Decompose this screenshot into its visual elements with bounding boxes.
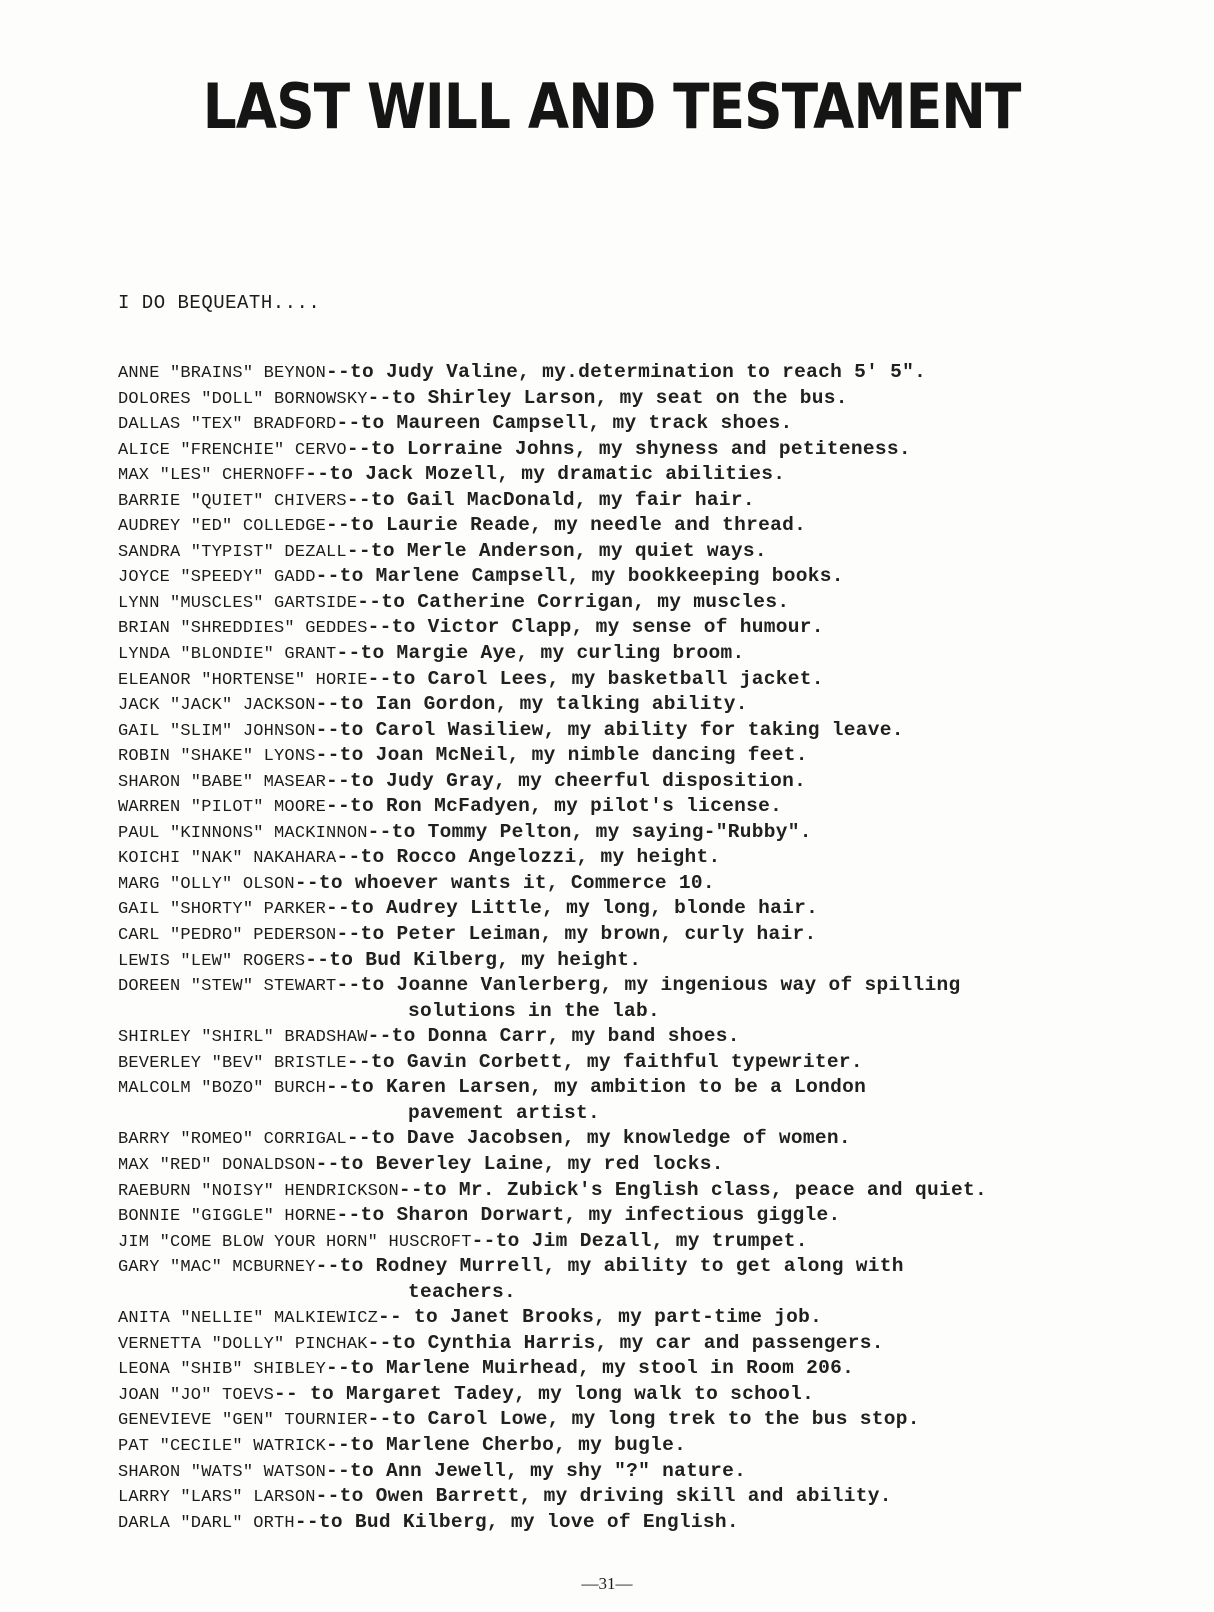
bequest-text: -- to Janet Brooks, my part-time job.	[378, 1306, 823, 1329]
student-name: LARRY "LARS" LARSON	[118, 1488, 316, 1508]
bequest-entry	[118, 667, 1118, 693]
bequest-entry	[118, 769, 1118, 795]
bequest-entry	[118, 539, 1118, 565]
bequest-entry	[118, 641, 1118, 667]
student-name: ANNE "BRAINS" BEYNON	[118, 364, 327, 383]
student-name: ALICE "FRENCHIE" CERVO	[118, 440, 347, 460]
student-name: BONNIE "GIGGLE" HORNE	[118, 1207, 337, 1227]
bequest-text: --to Marlene Muirhead, my stool in Room 206.	[326, 1357, 855, 1380]
bequest-entry	[118, 1382, 1118, 1408]
bequest-entry	[118, 437, 1118, 463]
bequest-entry	[118, 1484, 1118, 1510]
bequest-text: --to Laurie Reade, my needle and thread.	[326, 514, 807, 537]
bequest-entry	[118, 1305, 1118, 1331]
bequest-entry	[118, 1075, 1118, 1101]
student-name: KOICHI "NAK" NAKAHARA	[118, 849, 337, 869]
student-name: MALCOLM "BOZO" BURCH	[118, 1079, 327, 1099]
page-title: LAST WILL AND TESTAMENT	[202, 70, 1021, 143]
bequest-text: --to Marlene Cherbo, my bugle.	[326, 1433, 687, 1456]
bequest-text: --to Gail MacDonald, my fair hair.	[346, 488, 755, 511]
bequest-entry	[118, 1050, 1118, 1076]
bequest-entry	[118, 1356, 1118, 1382]
student-name: SHARON "WATS" WATSON	[118, 1462, 327, 1482]
bequest-entry	[118, 948, 1118, 974]
bequest-text: --to Shirley Larson, my seat on the bus.	[367, 386, 848, 409]
bequest-text: --to Merle Anderson, my quiet ways.	[346, 539, 767, 562]
student-name: BARRY "ROMEO" CORRIGAL	[118, 1130, 347, 1150]
student-name: DOLORES "DOLL" BORNOWSKY	[118, 389, 368, 409]
bequest-continuation-line	[118, 999, 1118, 1025]
student-name: LEONA "SHIB" SHIBLEY	[118, 1360, 327, 1380]
student-name: AUDREY "ED" COLLEDGE	[118, 517, 327, 537]
bequest-text: --to Tommy Pelton, my saying-"Rubby".	[367, 820, 812, 843]
bequest-entry	[118, 692, 1118, 718]
student-name: RAEBURN "NOISY" HENDRICKSON	[118, 1181, 399, 1201]
bequest-continuation-line	[118, 1101, 1118, 1127]
bequest-text: --to whoever wants it, Commerce 10.	[294, 871, 715, 894]
student-name: JOAN "JO" TOEVS	[118, 1385, 275, 1405]
student-name: MAX "LES" CHERNOFF	[118, 466, 306, 486]
bequest-entry	[118, 1024, 1118, 1050]
bequest-text: -- to Margaret Tadey, my long walk to school.	[274, 1382, 815, 1405]
bequest-entry	[118, 564, 1118, 590]
bequest-text: --to Karen Larsen, my ambition to be a London	[326, 1076, 867, 1099]
bequest-text: --to Judy Gray, my cheerful disposition.	[326, 769, 807, 792]
bequest-text: --to Carol Lees, my basketball jacket.	[367, 667, 824, 690]
student-name: GAIL "SHORTY" PARKER	[118, 900, 327, 920]
student-name: MAX "RED" DONALDSON	[118, 1155, 316, 1175]
bequest-text: --to Mr. Zubick's English class, peace and quiet.	[398, 1178, 987, 1201]
bequest-entry	[118, 1433, 1118, 1459]
student-name: LYNDA "BLONDIE" GRANT	[118, 645, 337, 665]
bequest-text: --to Dave Jacobsen, my knowledge of women.	[346, 1127, 851, 1150]
student-name: JACK "JACK" JACKSON	[118, 696, 316, 716]
bequest-text: --to Beverley Laine, my red locks.	[315, 1152, 724, 1175]
bequest-text: --to Marlene Campsell, my bookkeeping books.	[315, 565, 844, 588]
bequest-entry	[118, 488, 1118, 514]
student-name: ANITA "NELLIE" MALKIEWICZ	[118, 1309, 379, 1329]
bequest-text: --to Ian Gordon, my talking ability.	[315, 693, 748, 716]
bequest-text: --to Peter Leiman, my brown, curly hair.	[336, 923, 817, 946]
bequest-entry	[118, 1459, 1118, 1485]
bequest-text: --to Judy Valine, my.determination to reach 5' 5".	[326, 361, 927, 383]
student-name: ELEANOR "HORTENSE" HORIE	[118, 670, 368, 690]
student-name: SHARON "BABE" MASEAR	[118, 772, 327, 792]
bequest-text: --to Margie Aye, my curling broom.	[336, 642, 745, 665]
bequest-entry	[118, 896, 1118, 922]
bequest-text: solutions in the lab.	[408, 999, 661, 1022]
bequest-entry	[118, 794, 1118, 820]
bequest-entry	[118, 973, 1118, 999]
student-name: GAIL "SLIM" JOHNSON	[118, 721, 316, 741]
bequest-text: --to Maureen Campsell, my track shoes.	[336, 412, 793, 435]
bequest-entry	[118, 615, 1118, 641]
student-name: DARLA "DARL" ORTH	[118, 1513, 295, 1533]
bequest-text: --to Owen Barrett, my driving skill and ability.	[315, 1485, 892, 1508]
bequest-entry	[118, 1203, 1118, 1229]
bequest-text: --to Gavin Corbett, my faithful typewriter.	[346, 1050, 863, 1073]
bequest-entry	[118, 1331, 1118, 1357]
bequest-entry	[118, 1178, 1118, 1204]
student-name: SHIRLEY "SHIRL" BRADSHAW	[118, 1028, 368, 1048]
bequest-entry	[118, 1126, 1118, 1152]
bequest-entry	[118, 820, 1118, 846]
bequest-text: teachers.	[408, 1280, 517, 1303]
bequest-entry	[118, 590, 1118, 616]
student-name: DOREEN "STEW" STEWART	[118, 977, 337, 997]
student-name: ROBIN "SHAKE" LYONS	[118, 747, 316, 767]
bequest-text: --to Cynthia Harris, my car and passengers.	[367, 1331, 884, 1354]
bequest-text: --to Carol Wasiliew, my ability for taking leave.	[315, 718, 904, 741]
bequest-text: --to Audrey Little, my long, blonde hair.	[326, 897, 819, 920]
bequest-entry	[118, 743, 1118, 769]
student-name: CARL "PEDRO" PEDERSON	[118, 926, 337, 946]
bequest-entry	[118, 513, 1118, 539]
bequest-text: --to Rodney Murrell, my ability to get along with	[315, 1255, 904, 1278]
bequest-entry	[118, 411, 1118, 437]
student-name: BARRIE "QUIET" CHIVERS	[118, 491, 347, 511]
bequest-entry	[118, 718, 1118, 744]
student-name: GARY "MAC" MCBURNEY	[118, 1258, 316, 1278]
bequest-continuation-line	[118, 1280, 1118, 1306]
bequest-text: pavement artist.	[408, 1101, 601, 1124]
student-name: PAT "CECILE" WATRICK	[118, 1436, 327, 1456]
bequest-text: --to Rocco Angelozzi, my height.	[336, 846, 721, 869]
bequest-entry	[118, 386, 1118, 412]
bequest-entry	[118, 360, 1118, 386]
student-name: LEWIS "LEW" ROGERS	[118, 951, 306, 971]
bequest-text: --to Joan McNeil, my nimble dancing feet.	[315, 744, 808, 767]
student-name: PAUL "KINNONS" MACKINNON	[118, 823, 368, 843]
bequest-entry	[118, 1510, 1118, 1536]
bequest-text: --to Victor Clapp, my sense of humour.	[367, 616, 824, 639]
intro-line: I DO BEQUEATH....	[118, 292, 321, 314]
student-name: WARREN "PILOT" MOORE	[118, 798, 327, 818]
bequest-entry	[118, 462, 1118, 488]
page-number: —31—	[581, 1574, 633, 1593]
bequest-list	[118, 360, 1118, 1535]
bequest-text: --to Bud Kilberg, my height.	[305, 948, 642, 971]
bequest-entry	[118, 922, 1118, 948]
student-name: MARG "OLLY" OLSON	[118, 874, 295, 894]
student-name: BRIAN "SHREDDIES" GEDDES	[118, 619, 368, 639]
bequest-text: --to Jim Dezall, my trumpet.	[471, 1229, 808, 1252]
student-name: DALLAS "TEX" BRADFORD	[118, 415, 337, 435]
bequest-text: --to Sharon Dorwart, my infectious giggle.	[336, 1204, 841, 1227]
bequest-text: --to Ron McFadyen, my pilot's license.	[326, 795, 783, 818]
bequest-entry	[118, 1407, 1118, 1433]
bequest-text: --to Ann Jewell, my shy "?" nature.	[326, 1459, 747, 1482]
student-name: JOYCE "SPEEDY" GADD	[118, 568, 316, 588]
bequest-text: --to Bud Kilberg, my love of English.	[294, 1510, 739, 1533]
student-name: BEVERLEY "BEV" BRISTLE	[118, 1053, 347, 1073]
bequest-text: --to Lorraine Johns, my shyness and petiteness.	[346, 437, 911, 460]
student-name: LYNN "MUSCLES" GARTSIDE	[118, 593, 358, 613]
student-name: GENEVIEVE "GEN" TOURNIER	[118, 1411, 368, 1431]
bequest-text: --to Jack Mozell, my dramatic abilities.	[305, 463, 786, 486]
bequest-entry	[118, 871, 1118, 897]
bequest-entry	[118, 845, 1118, 871]
student-name: JIM "COME BLOW YOUR HORN" HUSCROFT	[118, 1232, 472, 1252]
bequest-entry	[118, 1229, 1118, 1255]
bequest-text: --to Catherine Corrigan, my muscles.	[357, 590, 790, 613]
student-name: SANDRA "TYPIST" DEZALL	[118, 542, 347, 562]
bequest-entry	[118, 1152, 1118, 1178]
bequest-text: --to Joanne Vanlerberg, my ingenious way of spilling	[336, 974, 961, 997]
bequest-entry	[118, 1254, 1118, 1280]
bequest-text: --to Donna Carr, my band shoes.	[367, 1025, 740, 1048]
bequest-text: --to Carol Lowe, my long trek to the bus stop.	[367, 1408, 920, 1431]
student-name: VERNETTA "DOLLY" PINCHAK	[118, 1334, 368, 1354]
